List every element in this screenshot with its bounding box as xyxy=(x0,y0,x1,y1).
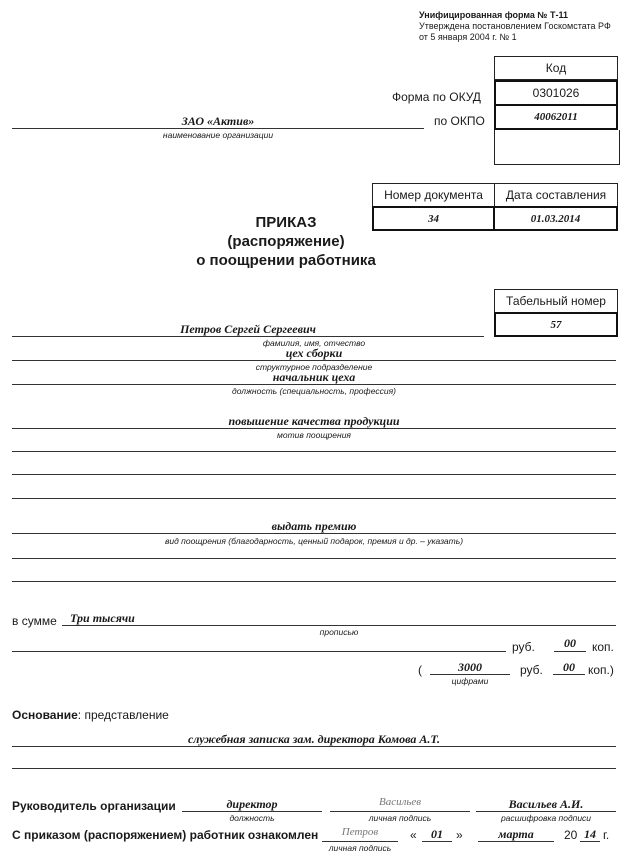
sum-kop-close: коп.) xyxy=(588,663,614,677)
acquainted-year-line xyxy=(580,841,600,842)
acquainted-day-line xyxy=(422,841,452,842)
doc-date-header: Дата составления xyxy=(494,183,618,207)
date-quote-close: » xyxy=(456,828,463,842)
organization-name: ЗАО «Актив» xyxy=(181,114,255,128)
doc-date-value: 01.03.2014 xyxy=(493,206,618,231)
doc-number-value: 34 xyxy=(372,206,495,231)
acquainted-signature-caption: личная подпись xyxy=(328,843,392,853)
reward-value: выдать премию xyxy=(271,519,357,533)
motive-caption: мотив поощрения xyxy=(277,430,351,440)
sum-kop-label: коп. xyxy=(592,640,614,654)
reward-caption: вид поощрения (благодарность, ценный подарок, премия и др. – указать) xyxy=(164,536,464,546)
sum-kop-digits-line xyxy=(553,674,585,675)
sum-words-line-2 xyxy=(12,651,506,652)
okud-label: Форма по ОКУД xyxy=(392,90,481,104)
tab-number-header: Табельный номер xyxy=(494,289,618,313)
form-approval-date: от 5 января 2004 г. № 1 xyxy=(419,32,517,42)
head-position-line xyxy=(182,811,322,812)
sum-open-paren: ( xyxy=(418,663,422,677)
okpo-label: по ОКПО xyxy=(434,114,485,128)
title-subject: о поощрении работника xyxy=(196,252,376,269)
acquainted-year-prefix: 20 xyxy=(564,828,578,842)
sum-digits: 3000 xyxy=(458,660,482,674)
tab-number-value: 57 xyxy=(494,312,618,337)
basis-extra-line xyxy=(12,768,616,769)
codes-empty-cell xyxy=(494,130,620,165)
reward-extra-line-1 xyxy=(12,558,616,559)
title-prikaz: ПРИКАЗ xyxy=(255,214,317,231)
reward-line xyxy=(12,533,616,534)
sum-kop-words-line xyxy=(554,651,586,652)
employee-fio-caption: фамилия, имя, отчество xyxy=(262,338,366,348)
okpo-value: 40062011 xyxy=(494,104,618,130)
acquainted-label: С приказом (распоряжением) работник ознакомлен xyxy=(12,828,319,842)
head-position: директор xyxy=(226,797,278,811)
sum-rub-label: руб. xyxy=(512,640,535,654)
employee-position-line xyxy=(12,384,616,385)
sum-digits-caption: цифрами xyxy=(451,676,489,686)
head-signature-caption: личная подпись xyxy=(368,813,432,823)
head-signature: Васильев xyxy=(378,796,422,808)
motive-line xyxy=(12,428,616,429)
sum-words: Три тысячи xyxy=(70,611,135,625)
sum-kop-digits: 00 xyxy=(563,660,575,674)
acquainted-day: 01 xyxy=(431,827,443,841)
acquainted-signature-line xyxy=(322,841,398,842)
employee-fio: Петров Сергей Сергеевич xyxy=(180,322,316,336)
employee-department-line xyxy=(12,360,616,361)
basis-label xyxy=(12,708,169,722)
employee-position: начальник цеха xyxy=(272,370,356,384)
acquainted-year: 14 xyxy=(584,827,596,841)
kod-header: Код xyxy=(494,56,618,80)
sum-words-caption: прописью xyxy=(319,627,359,637)
sum-kop-words: 00 xyxy=(564,636,576,650)
employee-fio-line xyxy=(12,336,484,337)
basis-value: служебная записка зам. директора Комова А.Т. xyxy=(187,732,441,746)
sum-rub-label-2: руб. xyxy=(520,663,543,677)
motive-value: повышение качества продукции xyxy=(228,414,400,428)
organization-line xyxy=(12,128,424,129)
form-approval: Утверждена постановлением Госкомстата РФ xyxy=(419,21,611,31)
basis-label-bold: Основание xyxy=(12,708,78,722)
head-name-line xyxy=(476,811,616,812)
head-name: Васильев А.И. xyxy=(508,797,584,811)
sum-label: в сумме xyxy=(12,614,57,628)
head-signature-line xyxy=(330,811,470,812)
title-rasporyazhenie: (распоряжение) xyxy=(227,233,345,250)
basis-line xyxy=(12,746,616,747)
motive-extra-line-1 xyxy=(12,451,616,452)
reward-extra-line-2 xyxy=(12,581,616,582)
sum-words-line xyxy=(62,625,616,626)
date-quote-open: « xyxy=(410,828,417,842)
motive-extra-line-2 xyxy=(12,474,616,475)
acquainted-year-suffix: г. xyxy=(603,828,610,842)
employee-department: цех сборки xyxy=(285,346,343,360)
head-position-caption: должность xyxy=(229,813,275,823)
doc-number-header: Номер документа xyxy=(372,183,495,207)
employee-position-caption: должность (специальность, профессия) xyxy=(232,386,396,396)
motive-extra-line-3 xyxy=(12,498,616,499)
sum-digits-line xyxy=(430,674,510,675)
okud-value: 0301026 xyxy=(494,80,618,106)
form-name: Унифицированная форма № Т-11 xyxy=(419,10,568,20)
acquainted-month: марта xyxy=(498,827,534,841)
employee-department-caption: структурное подразделение xyxy=(255,362,373,372)
head-name-caption: расшифровка подписи xyxy=(500,813,592,823)
acquainted-month-line xyxy=(478,841,554,842)
head-label: Руководитель организации xyxy=(12,799,176,813)
acquainted-signature: Петров xyxy=(341,826,379,838)
basis-label-rest: : представление xyxy=(77,708,169,722)
organization-caption: наименование организации xyxy=(162,130,274,140)
